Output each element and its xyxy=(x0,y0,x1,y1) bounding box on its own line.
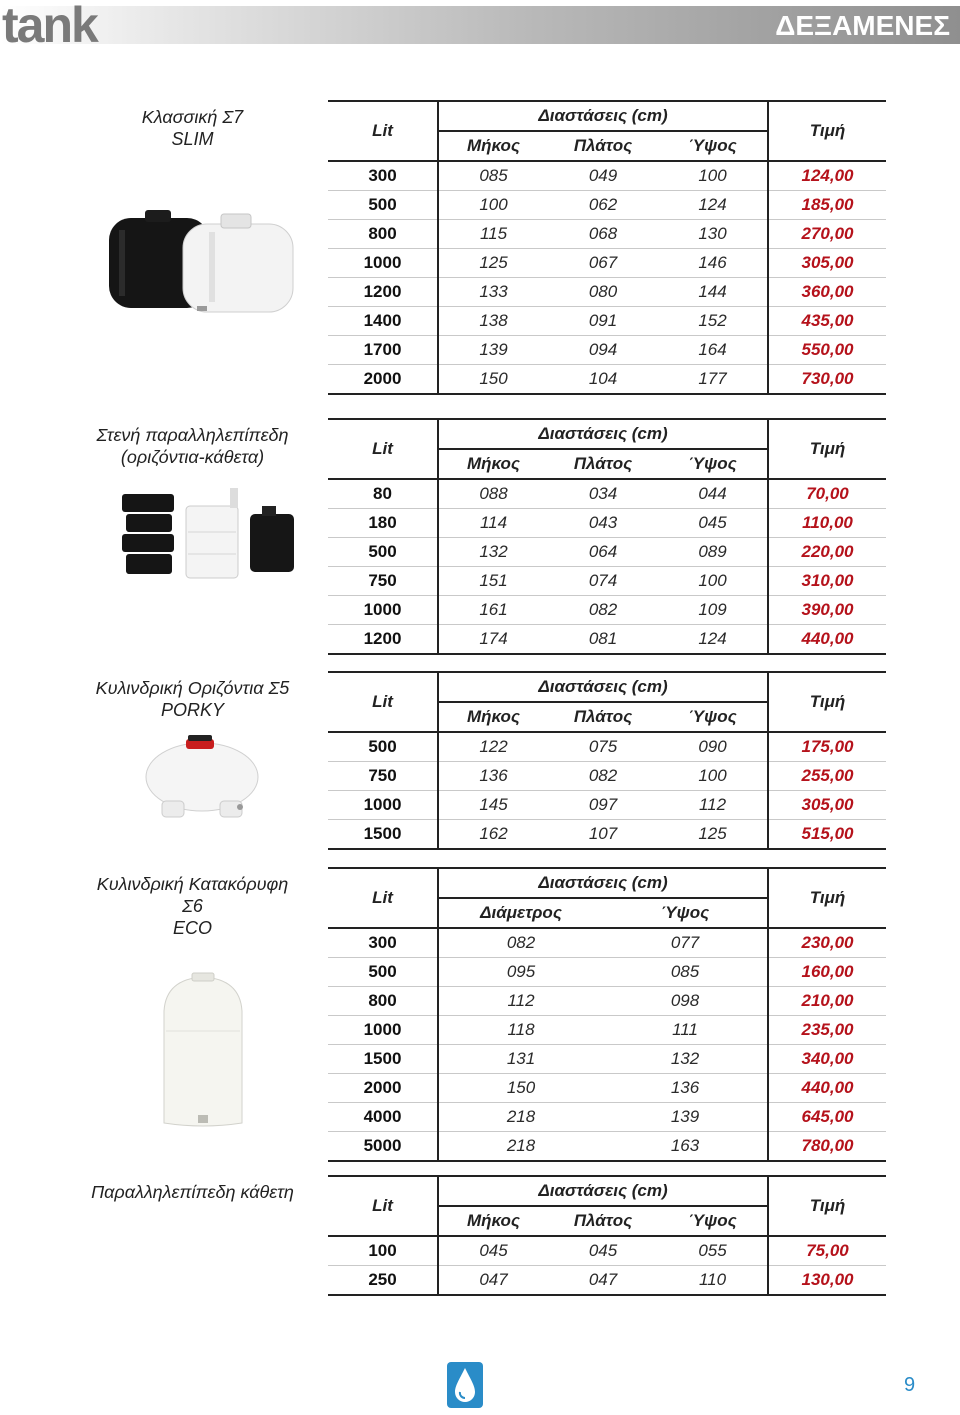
cell-length: 047 xyxy=(438,1266,548,1296)
cell-length: 151 xyxy=(438,567,548,596)
cell-lit: 1400 xyxy=(328,307,438,336)
col-dimensions-header: Διαστάσεις (cm) xyxy=(438,868,768,898)
cell-price: 185,00 xyxy=(768,191,886,220)
col-lit-header: Lit xyxy=(328,1176,438,1236)
cell-height: 146 xyxy=(658,249,768,278)
col-height-header: Ύψος xyxy=(603,898,768,928)
col-price-header: Τιμή xyxy=(768,419,886,479)
col-height-header: Ύψος xyxy=(658,449,768,479)
cell-length: 115 xyxy=(438,220,548,249)
cell-price: 70,00 xyxy=(768,479,886,509)
page-header xyxy=(0,0,960,53)
col-length-header: Μήκος xyxy=(438,449,548,479)
table-row xyxy=(328,1074,886,1103)
cell-height: 110 xyxy=(658,1266,768,1296)
cell-price: 440,00 xyxy=(768,625,886,655)
cell-length: 088 xyxy=(438,479,548,509)
cell-width: 074 xyxy=(548,567,658,596)
cell-price: 305,00 xyxy=(768,249,886,278)
col-width-header: Πλάτος xyxy=(548,449,658,479)
col-length-header: Μήκος xyxy=(438,702,548,732)
cell-price: 255,00 xyxy=(768,762,886,791)
cell-lit: 1000 xyxy=(328,791,438,820)
col-height-header: Ύψος xyxy=(658,131,768,161)
cell-height: 098 xyxy=(603,987,768,1016)
table-row xyxy=(328,987,886,1016)
product-name: Κλασσική Σ7 SLIM xyxy=(141,107,244,149)
cell-height: 045 xyxy=(658,509,768,538)
table-row xyxy=(328,1016,886,1045)
col-height-header: Ύψος xyxy=(658,1206,768,1236)
cell-height: 077 xyxy=(603,928,768,958)
cell-price: 310,00 xyxy=(768,567,886,596)
cell-width: 068 xyxy=(548,220,658,249)
col-dimensions-header: Διαστάσεις (cm) xyxy=(438,1176,768,1206)
col-dimensions-header: Διαστάσεις (cm) xyxy=(438,672,768,702)
cell-lit: 1000 xyxy=(328,1016,438,1045)
table-row xyxy=(328,820,886,850)
cell-price: 730,00 xyxy=(768,365,886,395)
product-name: Στενή παραλληλεπίπεδη (οριζόντια-κάθετα) xyxy=(96,425,289,467)
cell-price: 210,00 xyxy=(768,987,886,1016)
cell-width: 047 xyxy=(548,1266,658,1296)
cell-width: 091 xyxy=(548,307,658,336)
cell-length: 133 xyxy=(438,278,548,307)
cell-price: 124,00 xyxy=(768,161,886,191)
cell-height: 044 xyxy=(658,479,768,509)
cell-diameter: 150 xyxy=(438,1074,603,1103)
cell-width: 062 xyxy=(548,191,658,220)
table-row xyxy=(328,791,886,820)
cell-diameter: 082 xyxy=(438,928,603,958)
cell-lit: 1200 xyxy=(328,278,438,307)
table-row xyxy=(328,762,886,791)
cell-price: 440,00 xyxy=(768,1074,886,1103)
cell-price: 270,00 xyxy=(768,220,886,249)
cell-lit: 80 xyxy=(328,479,438,509)
col-dimensions-header: Διαστάσεις (cm) xyxy=(438,419,768,449)
table-row xyxy=(328,278,886,307)
table-row xyxy=(328,161,886,191)
col-diameter-header: Διάμετρος xyxy=(438,898,603,928)
cell-lit: 750 xyxy=(328,567,438,596)
cell-price: 515,00 xyxy=(768,820,886,850)
cell-lit: 500 xyxy=(328,191,438,220)
product-info xyxy=(60,1181,325,1203)
cell-lit: 500 xyxy=(328,538,438,567)
cell-width: 104 xyxy=(548,365,658,395)
cell-lit: 4000 xyxy=(328,1103,438,1132)
table-row xyxy=(328,1266,886,1296)
cell-width: 080 xyxy=(548,278,658,307)
col-width-header: Πλάτος xyxy=(548,131,658,161)
cell-lit: 300 xyxy=(328,161,438,191)
cell-height: 055 xyxy=(658,1236,768,1266)
cell-height: 130 xyxy=(658,220,768,249)
cell-lit: 750 xyxy=(328,762,438,791)
cell-price: 390,00 xyxy=(768,596,886,625)
cell-lit: 1500 xyxy=(328,1045,438,1074)
cell-lit: 500 xyxy=(328,732,438,762)
cell-height: 152 xyxy=(658,307,768,336)
table-row xyxy=(328,928,886,958)
cell-lit: 800 xyxy=(328,220,438,249)
cell-height: 125 xyxy=(658,820,768,850)
cell-height: 139 xyxy=(603,1103,768,1132)
cell-length: 174 xyxy=(438,625,548,655)
cell-height: 124 xyxy=(658,625,768,655)
table-row xyxy=(328,958,886,987)
col-price-header: Τιμή xyxy=(768,868,886,928)
narrow-tanks-image xyxy=(118,484,298,584)
horizontal-cylinder-image xyxy=(140,733,265,823)
cell-width: 094 xyxy=(548,336,658,365)
cell-height: 112 xyxy=(658,791,768,820)
vertical-cylinder-image xyxy=(158,971,248,1131)
cell-diameter: 218 xyxy=(438,1103,603,1132)
cell-length: 132 xyxy=(438,538,548,567)
cell-width: 081 xyxy=(548,625,658,655)
brand-logo: tank xyxy=(2,0,97,53)
cell-lit: 1200 xyxy=(328,625,438,655)
col-price-header: Τιμή xyxy=(768,672,886,732)
cell-width: 049 xyxy=(548,161,658,191)
section-title: ΔΕΞΑΜΕΝΕΣ xyxy=(775,10,950,41)
cell-lit: 100 xyxy=(328,1236,438,1266)
cell-price: 130,00 xyxy=(768,1266,886,1296)
cell-diameter: 095 xyxy=(438,958,603,987)
page-number: 9 xyxy=(904,1374,916,1396)
cell-height: 085 xyxy=(603,958,768,987)
cell-diameter: 112 xyxy=(438,987,603,1016)
table-row xyxy=(328,1132,886,1162)
cell-price: 230,00 xyxy=(768,928,886,958)
cell-lit: 5000 xyxy=(328,1132,438,1162)
cell-diameter: 218 xyxy=(438,1132,603,1162)
col-price-header: Τιμή xyxy=(768,1176,886,1236)
cell-price: 550,00 xyxy=(768,336,886,365)
cell-width: 082 xyxy=(548,596,658,625)
cell-price: 235,00 xyxy=(768,1016,886,1045)
table-row xyxy=(328,596,886,625)
cell-length: 100 xyxy=(438,191,548,220)
cell-height: 089 xyxy=(658,538,768,567)
cell-length: 138 xyxy=(438,307,548,336)
cell-price: 75,00 xyxy=(768,1236,886,1266)
cell-height: 136 xyxy=(603,1074,768,1103)
cell-width: 034 xyxy=(548,479,658,509)
cell-lit: 250 xyxy=(328,1266,438,1296)
product-info xyxy=(60,873,325,939)
table-row xyxy=(328,509,886,538)
cell-height: 144 xyxy=(658,278,768,307)
cell-lit: 800 xyxy=(328,987,438,1016)
cell-price: 110,00 xyxy=(768,509,886,538)
cell-lit: 1000 xyxy=(328,249,438,278)
cell-height: 163 xyxy=(603,1132,768,1162)
cell-length: 145 xyxy=(438,791,548,820)
table-row xyxy=(328,307,886,336)
table-row xyxy=(328,249,886,278)
table-row xyxy=(328,365,886,395)
cell-length: 161 xyxy=(438,596,548,625)
cell-length: 122 xyxy=(438,732,548,762)
cell-price: 220,00 xyxy=(768,538,886,567)
spec-table xyxy=(328,1175,886,1296)
cell-height: 100 xyxy=(658,762,768,791)
col-lit-header: Lit xyxy=(328,868,438,928)
product-name: Παραλληλεπίπεδη κάθετη xyxy=(91,1182,294,1202)
col-length-header: Μήκος xyxy=(438,131,548,161)
cell-length: 114 xyxy=(438,509,548,538)
product-name: Κυλινδρική Οριζόντια Σ5 PORKY xyxy=(95,678,290,720)
table-row xyxy=(328,732,886,762)
cell-price: 305,00 xyxy=(768,791,886,820)
product-info xyxy=(60,677,325,721)
cell-width: 107 xyxy=(548,820,658,850)
col-width-header: Πλάτος xyxy=(548,702,658,732)
cell-length: 125 xyxy=(438,249,548,278)
cell-price: 645,00 xyxy=(768,1103,886,1132)
col-height-header: Ύψος xyxy=(658,702,768,732)
cell-width: 064 xyxy=(548,538,658,567)
cell-length: 150 xyxy=(438,365,548,395)
cell-height: 164 xyxy=(658,336,768,365)
cell-price: 160,00 xyxy=(768,958,886,987)
cell-lit: 500 xyxy=(328,958,438,987)
cell-width: 045 xyxy=(548,1236,658,1266)
table-row xyxy=(328,538,886,567)
cell-height: 109 xyxy=(658,596,768,625)
cell-width: 082 xyxy=(548,762,658,791)
water-drop-icon xyxy=(445,1360,485,1410)
cell-price: 780,00 xyxy=(768,1132,886,1162)
slim-tanks-image xyxy=(105,206,300,316)
spec-table xyxy=(328,418,886,655)
cell-height: 124 xyxy=(658,191,768,220)
spec-table xyxy=(328,867,886,1162)
cell-length: 136 xyxy=(438,762,548,791)
cell-price: 175,00 xyxy=(768,732,886,762)
cell-price: 435,00 xyxy=(768,307,886,336)
col-width-header: Πλάτος xyxy=(548,1206,658,1236)
cell-height: 100 xyxy=(658,567,768,596)
cell-lit: 180 xyxy=(328,509,438,538)
table-row xyxy=(328,1103,886,1132)
cell-lit: 1000 xyxy=(328,596,438,625)
cell-width: 097 xyxy=(548,791,658,820)
cell-width: 075 xyxy=(548,732,658,762)
table-row xyxy=(328,336,886,365)
cell-length: 045 xyxy=(438,1236,548,1266)
col-lit-header: Lit xyxy=(328,101,438,161)
cell-width: 043 xyxy=(548,509,658,538)
cell-diameter: 131 xyxy=(438,1045,603,1074)
cell-height: 111 xyxy=(603,1016,768,1045)
cell-lit: 2000 xyxy=(328,365,438,395)
cell-height: 132 xyxy=(603,1045,768,1074)
table-row xyxy=(328,1045,886,1074)
col-lit-header: Lit xyxy=(328,419,438,479)
table-row xyxy=(328,479,886,509)
col-dimensions-header: Διαστάσεις (cm) xyxy=(438,101,768,131)
cell-width: 067 xyxy=(548,249,658,278)
table-row xyxy=(328,220,886,249)
cell-lit: 1700 xyxy=(328,336,438,365)
col-lit-header: Lit xyxy=(328,672,438,732)
cell-height: 100 xyxy=(658,161,768,191)
cell-price: 340,00 xyxy=(768,1045,886,1074)
product-info xyxy=(60,424,325,468)
cell-price: 360,00 xyxy=(768,278,886,307)
cell-length: 139 xyxy=(438,336,548,365)
spec-table xyxy=(328,671,886,850)
table-row xyxy=(328,567,886,596)
cell-length: 162 xyxy=(438,820,548,850)
table-row xyxy=(328,625,886,655)
product-info xyxy=(60,106,325,150)
col-length-header: Μήκος xyxy=(438,1206,548,1236)
table-row xyxy=(328,1236,886,1266)
cell-height: 177 xyxy=(658,365,768,395)
cell-height: 090 xyxy=(658,732,768,762)
cell-diameter: 118 xyxy=(438,1016,603,1045)
product-name: Κυλινδρική Κατακόρυφη Σ6 ECO xyxy=(96,874,289,938)
cell-lit: 2000 xyxy=(328,1074,438,1103)
cell-length: 085 xyxy=(438,161,548,191)
col-price-header: Τιμή xyxy=(768,101,886,161)
cell-lit: 300 xyxy=(328,928,438,958)
spec-table xyxy=(328,100,886,395)
cell-lit: 1500 xyxy=(328,820,438,850)
table-row xyxy=(328,191,886,220)
